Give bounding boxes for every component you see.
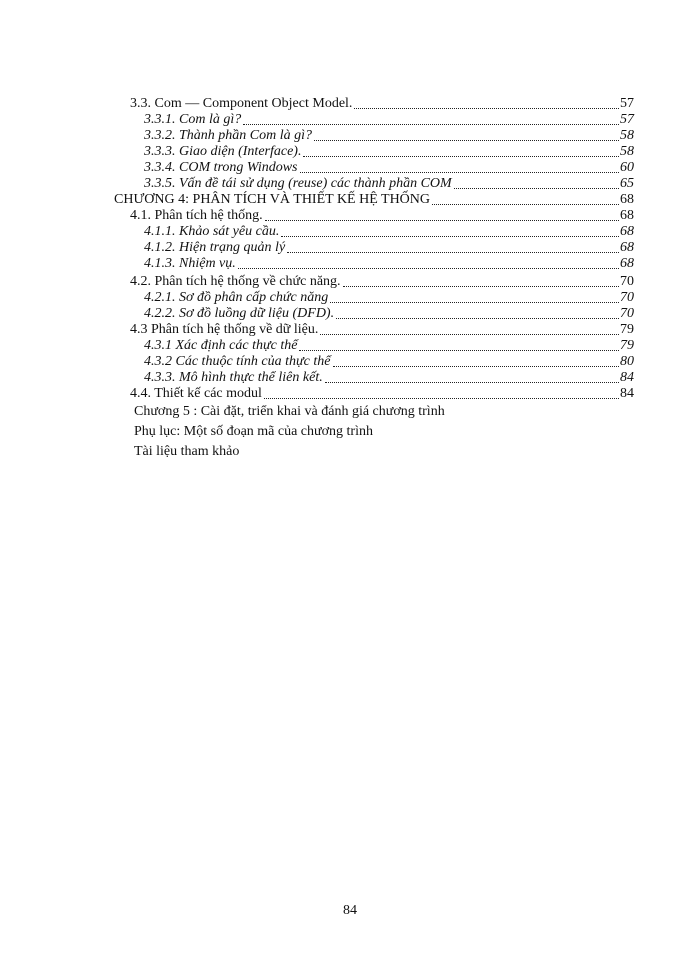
leader-dots: [287, 238, 619, 253]
leader-dots: [264, 384, 619, 399]
leader-dots: [303, 142, 619, 157]
toc-entry-page: 57: [620, 112, 634, 127]
leader-dots: [343, 272, 619, 287]
toc-entry-page: 70: [620, 290, 634, 305]
toc-entry-page: 80: [620, 354, 634, 369]
leader-dots: [238, 254, 619, 269]
toc-entry-label: 4.2.2. Sơ đồ luồng dữ liệu (DFD).: [144, 306, 335, 321]
toc-entry-page: 84: [620, 386, 634, 401]
leader-dots: [265, 206, 619, 221]
toc-entry-label: 4.3.3. Mô hình thực thể liên kết.: [144, 370, 323, 385]
toc-entry-label: 4.2.1. Sơ đồ phân cấp chức năng: [144, 290, 329, 305]
toc-line-appendix: Phụ lục: Một số đoạn mã của chương trình: [134, 424, 373, 439]
leader-dots: [333, 352, 620, 367]
toc-entry-page: 60: [620, 160, 634, 175]
leader-dots: [354, 94, 619, 109]
toc-entry-label: 3.3.3. Giao diện (Interface).: [144, 144, 302, 159]
toc-entry-page: 68: [620, 224, 634, 239]
toc-entry-label: 3.3.4. COM trong Windows: [144, 160, 298, 175]
toc-line-chapter-5: Chương 5 : Cài đặt, triển khai và đánh giá chương trình: [134, 404, 445, 419]
toc-entry-label: 4.2. Phân tích hệ thống về chức năng.: [130, 274, 341, 289]
leader-dots: [243, 110, 619, 125]
toc-entry-label: 4.4. Thiết kế các modul: [130, 386, 262, 401]
toc-line-references: Tài liệu tham khảo: [134, 444, 240, 459]
toc-entry-label: 3.3.5. Vấn đề tái sử dụng (reuse) các thành phần COM: [144, 176, 452, 191]
toc-entry-page: 79: [620, 322, 634, 337]
toc-entry-page: 70: [620, 306, 634, 321]
toc-entry-page: 65: [620, 176, 634, 191]
toc-entry-page: 79: [620, 338, 634, 353]
toc-entry-label: 4.1.2. Hiện trạng quản lý: [144, 240, 286, 255]
toc-entry-label: 4.1. Phân tích hệ thống.: [130, 208, 263, 223]
leader-dots: [325, 368, 619, 383]
toc-entry-label: 4.1.3. Nhiệm vụ.: [144, 256, 236, 271]
toc-entry-page: 58: [620, 144, 634, 159]
leader-dots: [299, 336, 619, 351]
toc-entry-page: 68: [620, 240, 634, 255]
toc-entry-page: 70: [620, 274, 634, 289]
toc-entry-label: 4.3 Phân tích hệ thống về dữ liệu.: [130, 322, 319, 337]
toc-entry-label: 4.3.2 Các thuộc tính của thực thể: [144, 354, 331, 369]
leader-dots: [300, 158, 620, 173]
toc-entry-page: 57: [620, 96, 634, 111]
toc-entry-label: 3.3. Com — Component Object Model.: [130, 96, 353, 111]
leader-dots: [336, 304, 619, 319]
toc-entry-label: 4.3.1 Xác định các thực thể: [144, 338, 298, 353]
toc-entry-page: 68: [620, 208, 634, 223]
toc-entry-4-1-3: [144, 254, 634, 272]
leader-dots: [314, 126, 619, 141]
toc-entry-label: 3.3.1. Com là gì?: [144, 112, 242, 127]
leader-dots: [454, 174, 619, 189]
toc-entry-label: 4.1.1. Khảo sát yêu cầu.: [144, 224, 280, 239]
toc-entry-label: CHƯƠNG 4: PHÂN TÍCH VÀ THIẾT KẾ HỆ THỐNG: [114, 192, 431, 207]
leader-dots: [320, 320, 619, 335]
leader-dots: [330, 288, 619, 303]
toc-entry-page: 58: [620, 128, 634, 143]
toc-entry-label: 3.3.2. Thành phần Com là gì?: [144, 128, 313, 143]
leader-dots: [432, 190, 619, 205]
toc-entry-page: 68: [620, 256, 634, 271]
toc-entry-page: 68: [620, 192, 634, 207]
leader-dots: [281, 222, 619, 237]
toc-entry-page: 84: [620, 370, 634, 385]
toc-entry-4-4: [130, 384, 634, 402]
page-number: 84: [343, 903, 357, 918]
